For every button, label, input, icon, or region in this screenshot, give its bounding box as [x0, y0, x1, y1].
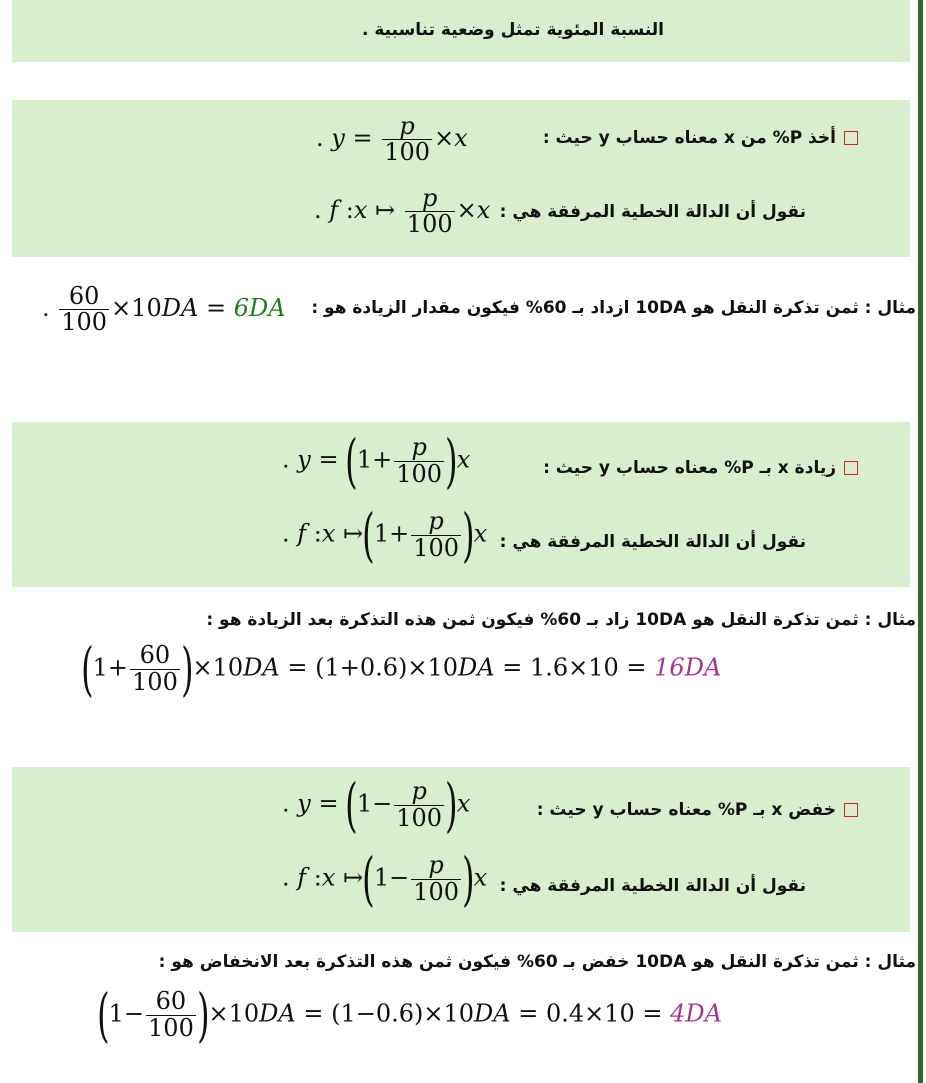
take-line1-text: أخذ P% من x معناه حساب y حيث : [542, 128, 836, 148]
take-line2-text: نقول أن الدالة الخطية المرفقة هي : [499, 202, 806, 222]
example1-result: 6DA [233, 294, 286, 323]
example1-formula: . $\frac{60}{100}$ ×10DA = 6DA [42, 282, 286, 337]
increase-line1 [543, 458, 858, 478]
example1-line [311, 298, 916, 318]
increase-formula-f: . f :x ↦(1+ $\frac{p}{100}$ )x [282, 501, 488, 569]
example2-formula: (1+ $\frac{60}{100}$ )×10DA = (1+0.6)×10DA = 1.6×10 = 16DA [81, 635, 722, 703]
checkbox-icon [844, 131, 858, 145]
increase-line2-text: نقول أن الدالة الخطية المرفقة هي : [499, 532, 806, 552]
decrease-line2-text: نقول أن الدالة الخطية المرفقة هي : [499, 876, 806, 896]
increase-line1-text: زيادة x بـ P% معناه حساب y حيث : [543, 458, 836, 478]
example1-label: مثال : [864, 298, 916, 318]
page-title: النسبة المئوية تمثل وضعية تناسبية . [362, 20, 664, 40]
take-formula-y: . y = $\frac{p}{100}$ ×x [316, 112, 468, 167]
take-line1 [543, 128, 858, 148]
page-right-border [918, 0, 923, 1083]
example3-result: 4DA [670, 999, 722, 1028]
checkbox-icon [844, 803, 858, 817]
example3-line [159, 952, 916, 972]
example3-formula: (1− $\frac{60}{100}$ )×10DA = (1−0.6)×10DA = 0.4×10 = 4DA [97, 981, 722, 1049]
increase-formula-y: . y = (1+ $\frac{p}{100}$ )x [282, 427, 471, 495]
checkbox-icon [844, 461, 858, 475]
decrease-line1 [537, 800, 858, 820]
example2-text: ثمن تذكرة النقل هو 10DA زاد بـ 60% فيكون ثمن هذه التذكرة بعد الزيادة هو : [206, 610, 859, 630]
example1-text: ثمن تذكرة النقل هو 10DA ازداد بـ 60% فيكون مقدار الزيادة هو : [311, 298, 859, 318]
example2-line [206, 610, 916, 630]
decrease-formula-f: . f :x ↦(1− $\frac{p}{100}$ )x [282, 845, 488, 913]
example2-label: مثال : [864, 610, 916, 630]
example3-text: ثمن تذكرة النقل هو 10DA خفض بـ 60% فيكون ثمن هذه التذكرة بعد الانخفاض هو : [158, 952, 859, 972]
example2-result: 16DA [654, 653, 722, 682]
take-formula-f: . f :x ↦ $\frac{p}{100}$ ×x [314, 184, 491, 239]
example3-label: مثال : [864, 952, 916, 972]
decrease-formula-y: . y = (1− $\frac{p}{100}$ )x [282, 771, 471, 839]
decrease-line1-text: خفض x بـ P% معناه حساب y حيث : [536, 800, 836, 820]
